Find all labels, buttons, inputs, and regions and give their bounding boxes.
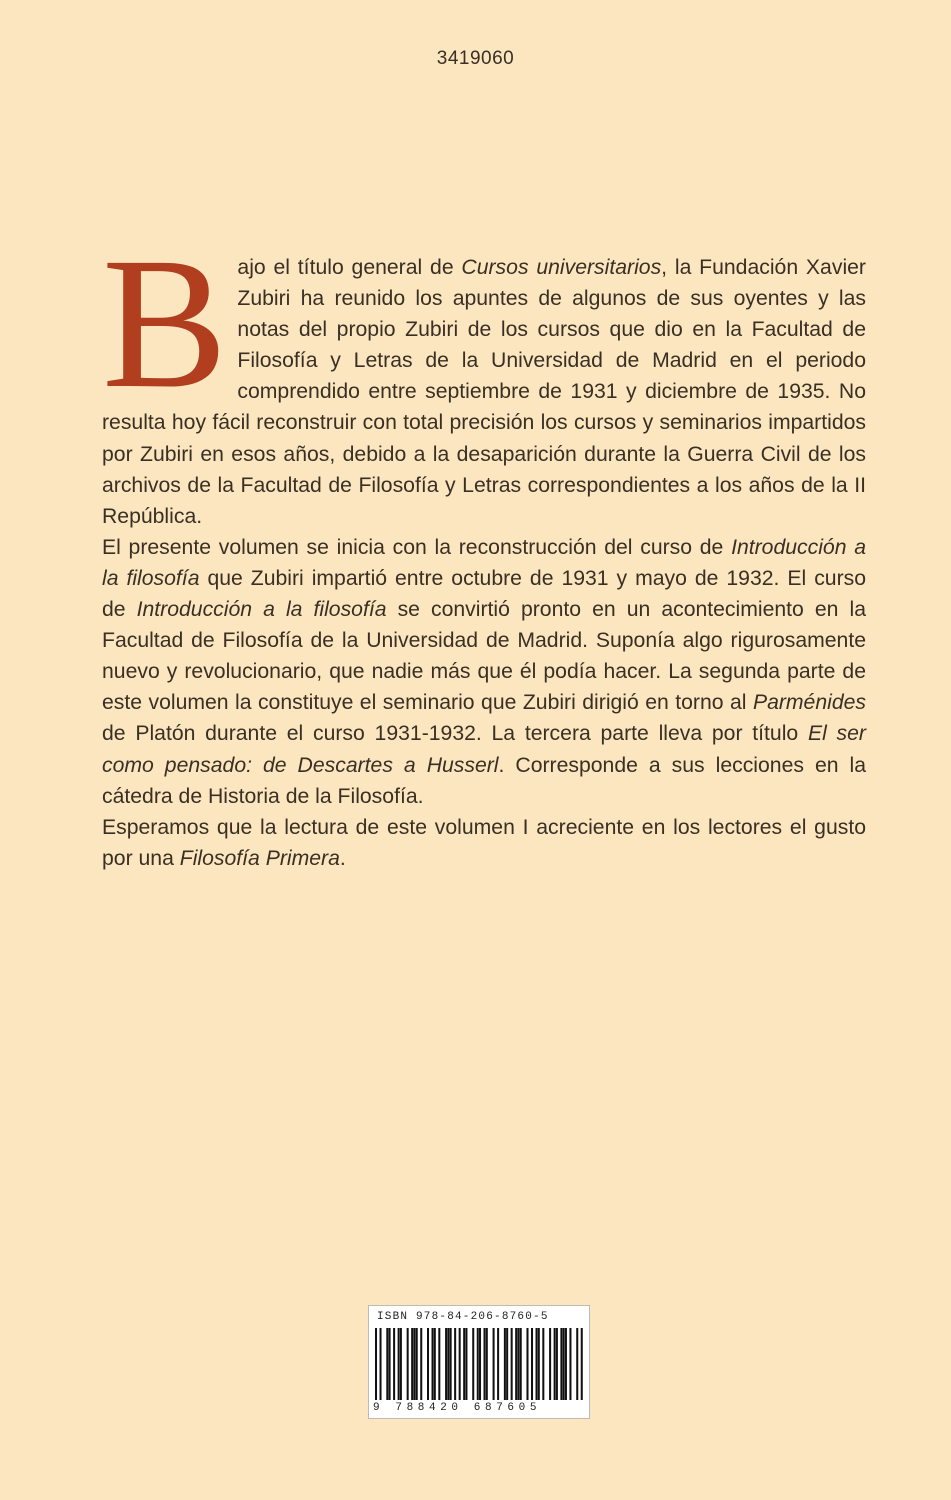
barcode-bar bbox=[420, 1328, 422, 1400]
back-cover-blurb bbox=[102, 218, 867, 874]
barcode-bar bbox=[536, 1328, 538, 1400]
barcode-bar bbox=[389, 1328, 391, 1400]
barcode-bar bbox=[477, 1328, 479, 1400]
barcode-bar bbox=[432, 1328, 434, 1400]
isbn-label: ISBN 978-84-206-8760-5 bbox=[377, 1311, 549, 1323]
barcode-bar bbox=[486, 1328, 488, 1400]
barcode-bar bbox=[479, 1328, 481, 1400]
barcode-bar bbox=[393, 1328, 395, 1400]
barcode-bar bbox=[463, 1328, 465, 1400]
barcode-bar bbox=[560, 1328, 562, 1400]
barcode-bar bbox=[581, 1328, 583, 1400]
barcode-bar bbox=[517, 1328, 519, 1400]
barcode-bar bbox=[493, 1328, 495, 1400]
p1-run-0: ajo el título general de bbox=[237, 256, 462, 279]
barcode-bar bbox=[484, 1328, 486, 1400]
barcode-bar bbox=[398, 1328, 400, 1400]
p1-run-1: Cursos universitarios bbox=[461, 256, 662, 279]
drop-cap: B bbox=[102, 218, 228, 427]
barcode-bar bbox=[520, 1328, 522, 1400]
barcode-bars bbox=[375, 1328, 583, 1400]
barcode-bar bbox=[569, 1328, 571, 1400]
p2-run-7: El ser como pensado: de Descartes a Husserl bbox=[102, 722, 866, 777]
barcode-bar bbox=[554, 1328, 556, 1400]
barcode-bar bbox=[504, 1328, 506, 1400]
barcode-bar bbox=[434, 1328, 436, 1400]
barcode-bar bbox=[438, 1328, 440, 1400]
barcode-bar bbox=[563, 1328, 565, 1400]
p2-run-2: que Zubiri impartió entre octubre de 1931 y mayo de 1932. El curso de bbox=[102, 566, 867, 622]
catalog-number: 3419060 bbox=[436, 48, 515, 69]
barcode-bar bbox=[565, 1328, 567, 1400]
barcode-bar bbox=[576, 1328, 578, 1400]
barcode-bar bbox=[427, 1328, 429, 1400]
barcode-bar bbox=[445, 1328, 447, 1400]
barcode-bar bbox=[386, 1328, 388, 1400]
p2-run-5: Parménides bbox=[752, 691, 866, 715]
barcode-bar bbox=[549, 1328, 551, 1400]
p2-run-4: se convirtió pronto en un acontecimiento en la Facultad de Filosofía de la Universidad de Madrid. Suponía algo rigurosamente nuevo y revolucionario, que nadie más que él podía hacer. La segunda parte de este volumen la constituye el seminario que Zubiri dirigió en torno al bbox=[102, 598, 866, 715]
paragraph-3 bbox=[102, 812, 866, 874]
barcode-bar bbox=[542, 1328, 544, 1400]
barcode-bar bbox=[380, 1328, 382, 1400]
barcode-bar bbox=[459, 1328, 461, 1400]
barcode-bar bbox=[400, 1328, 402, 1400]
p2-run-6: de Platón durante el curso 1931-1932. La tercera parte lleva por título bbox=[102, 722, 808, 746]
barcode-bar bbox=[538, 1328, 540, 1400]
barcode-bar bbox=[450, 1328, 452, 1400]
barcode-bar bbox=[511, 1328, 513, 1400]
barcode-bar bbox=[407, 1328, 409, 1400]
barcode-bar bbox=[515, 1328, 517, 1400]
p2-run-1: Introducción a la filosofía bbox=[102, 535, 866, 590]
p3-run-0: Esperamos que la lectura de este volumen I acreciente en los lectores el gusto por una bbox=[102, 815, 866, 870]
barcode-digits: 9 788420 687605 bbox=[373, 1402, 542, 1414]
barcode-bar bbox=[447, 1328, 449, 1400]
p3-run-1: Filosofía Primera bbox=[179, 846, 340, 870]
barcode-bar bbox=[526, 1328, 528, 1400]
p2-run-8: . Corresponde a sus lecciones en la cátedra de Historia de la Filosofía. bbox=[102, 753, 867, 808]
p1-run-2: , la Fundación Xavier Zubiri ha reunido los apuntes de algunos de sus oyentes y las notas del propio Zubiri de los cursos que dio en la Facultad de Filosofía y Letras de la Universidad de Madrid en el periodo comprendido entre septiembre de 1931 y diciembre de 1935. No resulta hoy fácil reconstruir con total precisión los cursos y seminarios impartidos por Zubiri en esos años, debido a la desaparición durante la Guerra Civil de los archivos de la Facultad de Filosofía y Letras correspondientes a los años de la II República. bbox=[102, 256, 866, 528]
barcode-bar bbox=[413, 1328, 415, 1400]
barcode-bar bbox=[531, 1328, 533, 1400]
barcode-bar bbox=[375, 1328, 377, 1400]
barcode-bar bbox=[416, 1328, 418, 1400]
isbn-barcode bbox=[368, 1305, 590, 1419]
barcode-bar bbox=[472, 1328, 474, 1400]
p2-run-3: Introducción a la filosofía bbox=[136, 598, 387, 622]
barcode-bar bbox=[454, 1328, 456, 1400]
barcode-bar bbox=[497, 1328, 499, 1400]
paragraph-2 bbox=[102, 532, 866, 812]
barcode-bar bbox=[556, 1328, 558, 1400]
barcode-bar bbox=[411, 1328, 413, 1400]
barcode-bar bbox=[465, 1328, 467, 1400]
p2-run-0: El presente volumen se inicia con la reconstrucción del curso de bbox=[102, 535, 732, 559]
barcode-bar bbox=[506, 1328, 508, 1400]
p3-run-2: . bbox=[339, 846, 346, 870]
